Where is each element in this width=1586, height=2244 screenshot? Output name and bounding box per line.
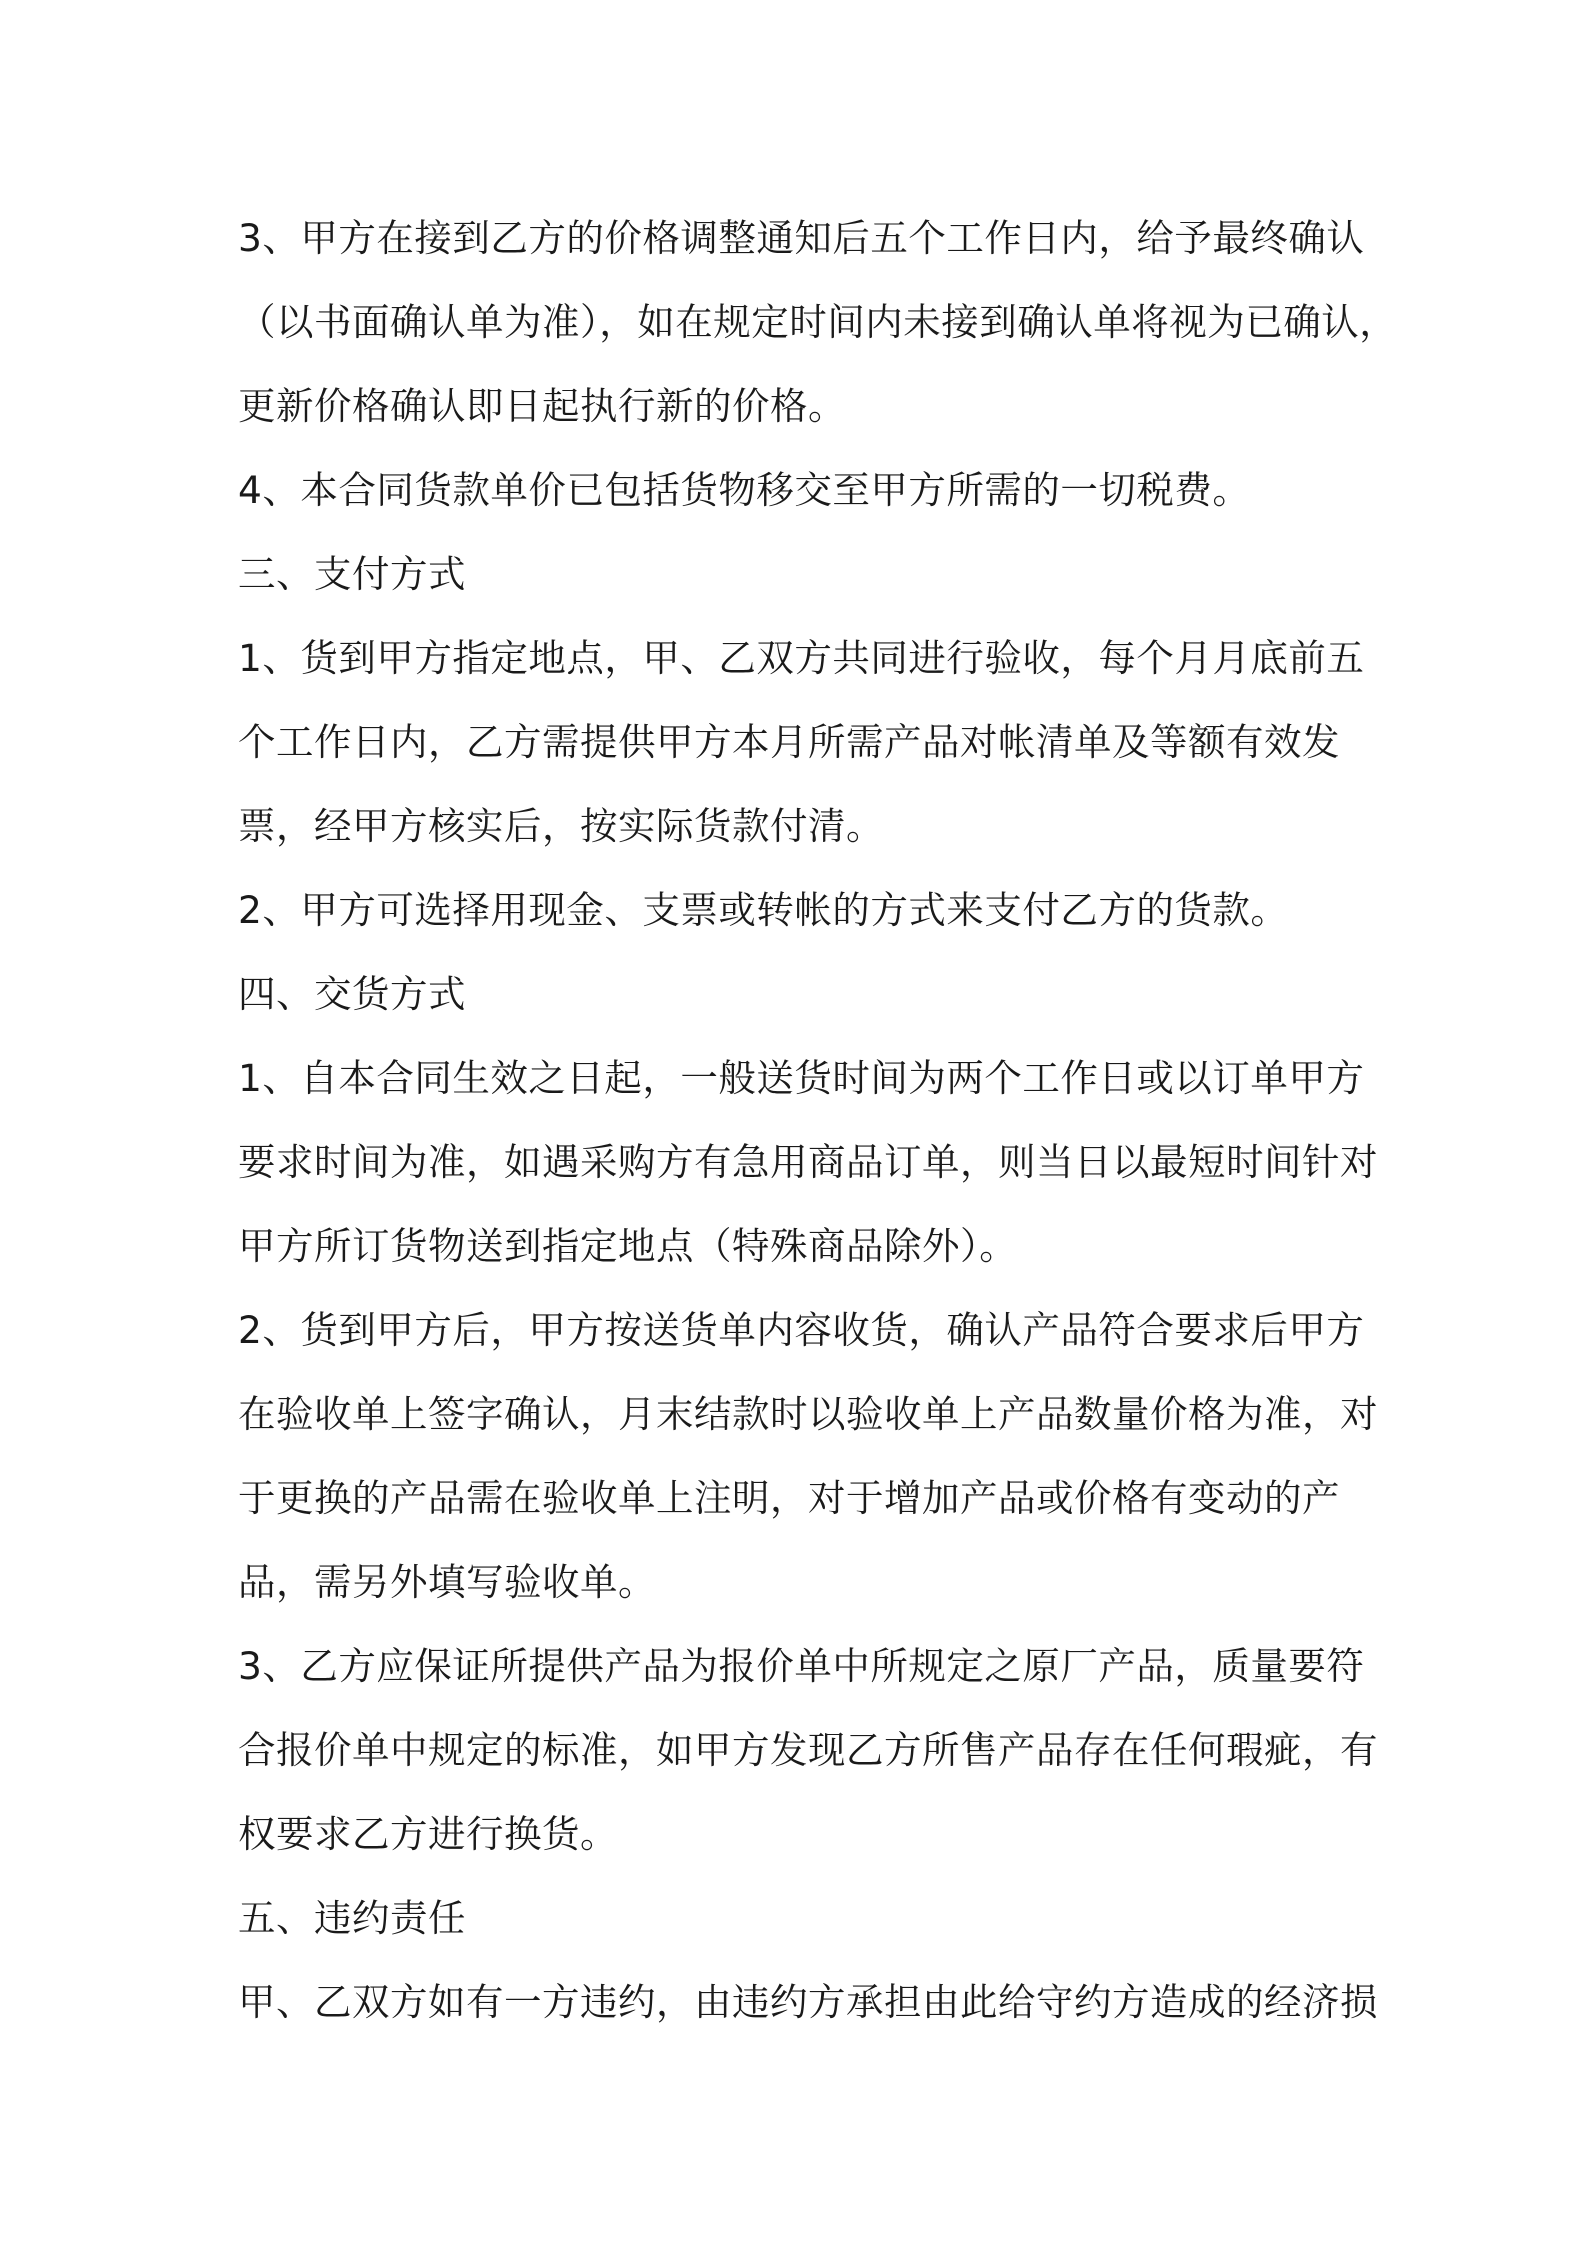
text-line: 甲方所订货物送到指定地点（特殊商品除外）。 bbox=[238, 1224, 1018, 1268]
text-line: 甲、乙双方如有一方违约，由违约方承担由此给守约方造成的经济损 bbox=[238, 1980, 1378, 2024]
clause-payment-acceptance bbox=[238, 616, 1365, 868]
clause-delivery-time bbox=[238, 1036, 1378, 1288]
text-line: 3、乙方应保证所提供产品为报价单中所规定之原厂产品，质量要符 bbox=[238, 1644, 1365, 1688]
clause-product-quality bbox=[238, 1624, 1378, 1876]
text-line: 2、甲方可选择用现金、支票或转帐的方式来支付乙方的货款。 bbox=[238, 888, 1289, 932]
text-line: 个工作日内，乙方需提供甲方本月所需产品对帐清单及等额有效发 bbox=[238, 720, 1340, 764]
text-line: （以书面确认单为准），如在规定时间内未接到确认单将视为已确认， bbox=[238, 300, 1398, 344]
text-line: 更新价格确认即日起执行新的价格。 bbox=[238, 384, 846, 428]
heading-text: 三、支付方式 bbox=[238, 552, 466, 596]
clause-payment-methods bbox=[238, 868, 1362, 952]
clause-breach-liability bbox=[238, 1960, 1378, 2044]
text-line: 要求时间为准，如遇采购方有急用商品订单，则当日以最短时间针对 bbox=[238, 1140, 1378, 1184]
section-heading-delivery bbox=[238, 952, 1362, 1036]
text-line: 品，需另外填写验收单。 bbox=[238, 1560, 656, 1604]
text-line: 2、货到甲方后，甲方按送货单内容收货，确认产品符合要求后甲方 bbox=[238, 1308, 1365, 1352]
text-line: 3、甲方在接到乙方的价格调整通知后五个工作日内，给予最终确认 bbox=[238, 216, 1365, 260]
text-line: 在验收单上签字确认，月末结款时以验收单上产品数量价格为准，对 bbox=[238, 1392, 1378, 1436]
text-line: 4、本合同货款单价已包括货物移交至甲方所需的一切税费。 bbox=[238, 468, 1251, 512]
clause-delivery-receipt bbox=[238, 1288, 1378, 1624]
clause-price-confirmation bbox=[238, 196, 1398, 448]
heading-text: 五、违约责任 bbox=[238, 1896, 466, 1940]
text-line: 票，经甲方核实后，按实际货款付清。 bbox=[238, 804, 884, 848]
text-line: 1、货到甲方指定地点，甲、乙双方共同进行验收，每个月月底前五 bbox=[238, 636, 1365, 680]
heading-text: 四、交货方式 bbox=[238, 972, 466, 1016]
section-heading-liability bbox=[238, 1876, 1362, 1960]
section-heading-payment bbox=[238, 532, 1362, 616]
text-line: 于更换的产品需在验收单上注明，对于增加产品或价格有变动的产 bbox=[238, 1476, 1340, 1520]
text-line: 合报价单中规定的标准，如甲方发现乙方所售产品存在任何瑕疵，有 bbox=[238, 1728, 1378, 1772]
text-line: 权要求乙方进行换货。 bbox=[238, 1812, 618, 1856]
text-line: 1、自本合同生效之日起，一般送货时间为两个工作日或以订单甲方 bbox=[238, 1056, 1365, 1100]
clause-unit-price-taxes bbox=[238, 448, 1362, 532]
document-body bbox=[238, 196, 1398, 2044]
